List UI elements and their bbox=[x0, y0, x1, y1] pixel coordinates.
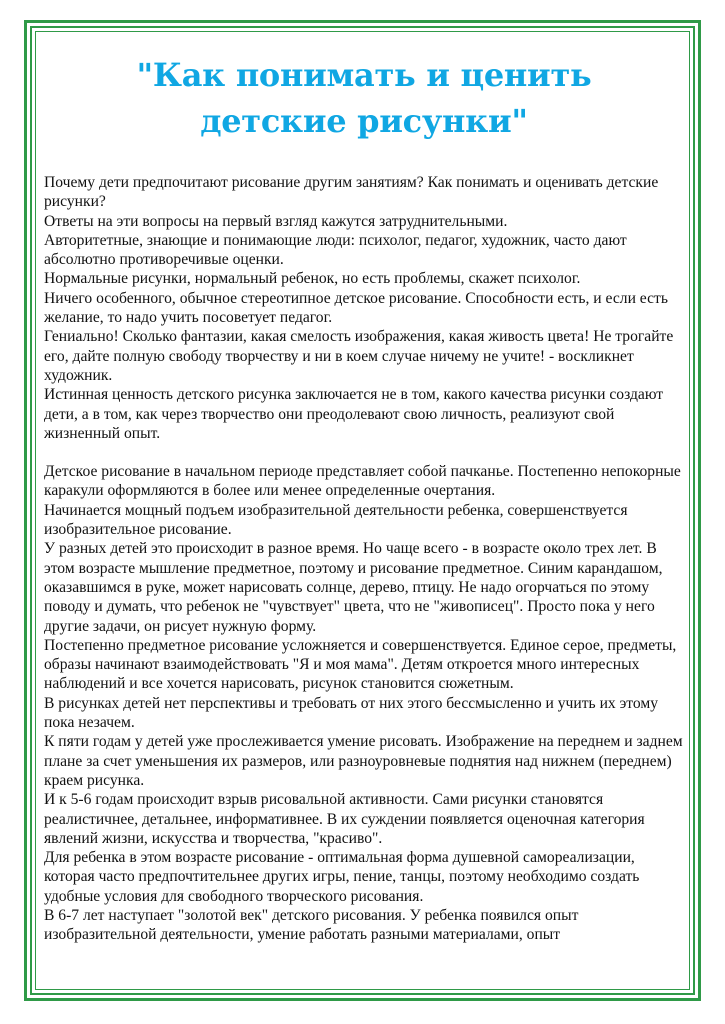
paragraph: В рисунках детей нет перспективы и требовать от них этого бессмысленно и учить их этому пока незачем. bbox=[44, 694, 659, 732]
paragraph: К пяти годам у детей уже прослеживается умение рисовать. Изображение на переднем и заднем плане за счет уменьшения их размеров, или разноуровневые поднятия над нижнем (переднем) краем рисунка. bbox=[44, 733, 683, 789]
document-content bbox=[44, 38, 684, 983]
paragraph: Для ребенка в этом возрасте рисование - оптимальная форма душевной самореализации, которая часто предпочтительнее других игры, пение, танцы, поэтому необходимо создать удобные условия для свободного творческого рисования. bbox=[44, 849, 640, 905]
title-line-2: детские рисунки" bbox=[200, 102, 528, 140]
document-title bbox=[44, 52, 684, 144]
paragraph: Гениально! Сколько фантазии, какая смелость изображения, какая живость цвета! Не трогайте его, дайте полную свободу творчеству и ни в коем случае ничему не учите! - воскликнет художник. bbox=[44, 328, 674, 384]
document-body bbox=[44, 173, 684, 945]
paragraph: Истинная ценность детского рисунка заключается не в том, какого качества рисунки создают дети, а в том, как через творчество они преодолевают свою личность, реализуют свой жизненный опыт. bbox=[44, 386, 664, 442]
title-line-1: "Как понимать и ценить bbox=[136, 56, 592, 94]
paragraph: Постепенно предметное рисование усложняется и совершенствуется. Единое серое, предметы, образы начинают взаимодействовать "Я и моя мама". Детям откроется много интересных наблюдений и все хочется нарисовать, рисунок становится сюжетным. bbox=[44, 636, 677, 693]
paragraph: У разных детей это происходит в разное время. Но чаще всего - в возрасте около трех лет. В этом возрасте мышление предметное, поэтому и рисование предметное. Синим карандашом, оказавшимся в руке, может нарисовать солнце, дерево, птицу. Не надо огорчаться по этому поводу и думать, что ребенок не "чувствует" цвета, что не "живописец". Просто пока у него другие задачи, он рисует нужную форму. bbox=[44, 540, 663, 635]
paragraph: Детское рисование в начальном периоде представляет собой пачканье. Постепенно непокорные каракули оформляются в более или менее определенные очертания. bbox=[44, 463, 681, 500]
paragraph: Нормальные рисунки, нормальный ребенок, но есть проблемы, скажет психолог. bbox=[44, 270, 581, 288]
paragraph-gap bbox=[44, 443, 684, 462]
paragraph: Почему дети предпочитают рисование другим занятиям? Как понимать и оценивать детские рисунки? bbox=[44, 174, 659, 211]
paragraph: Авторитетные, знающие и понимающие люди: психолог, педагог, художник, часто дают абсолютно противоречивые оценки. bbox=[44, 231, 627, 269]
paragraph: Ничего особенного, обычное стереотипное детское рисование. Способности есть, и если есть желание, то надо учить посоветует педагог. bbox=[44, 289, 668, 327]
paragraph: Начинается мощный подъем изобразительной деятельности ребенка, совершенствуется изобразительное рисование. bbox=[44, 501, 628, 539]
paragraph: И к 5-6 годам происходит взрыв рисовальной активности. Сами рисунки становятся реалистичнее, детальнее, информативнее. В их суждении появляется оценочная категория явлений жизни, искусства и творчества, "красиво". bbox=[44, 791, 645, 847]
paragraph: В 6-7 лет наступает "золотой век" детского рисования. У ребенка появился опыт изобразительной деятельности, умение работать разными материалами, опыт bbox=[44, 906, 579, 944]
paragraph: Ответы на эти вопросы на первый взгляд кажутся затруднительными. bbox=[44, 212, 508, 230]
